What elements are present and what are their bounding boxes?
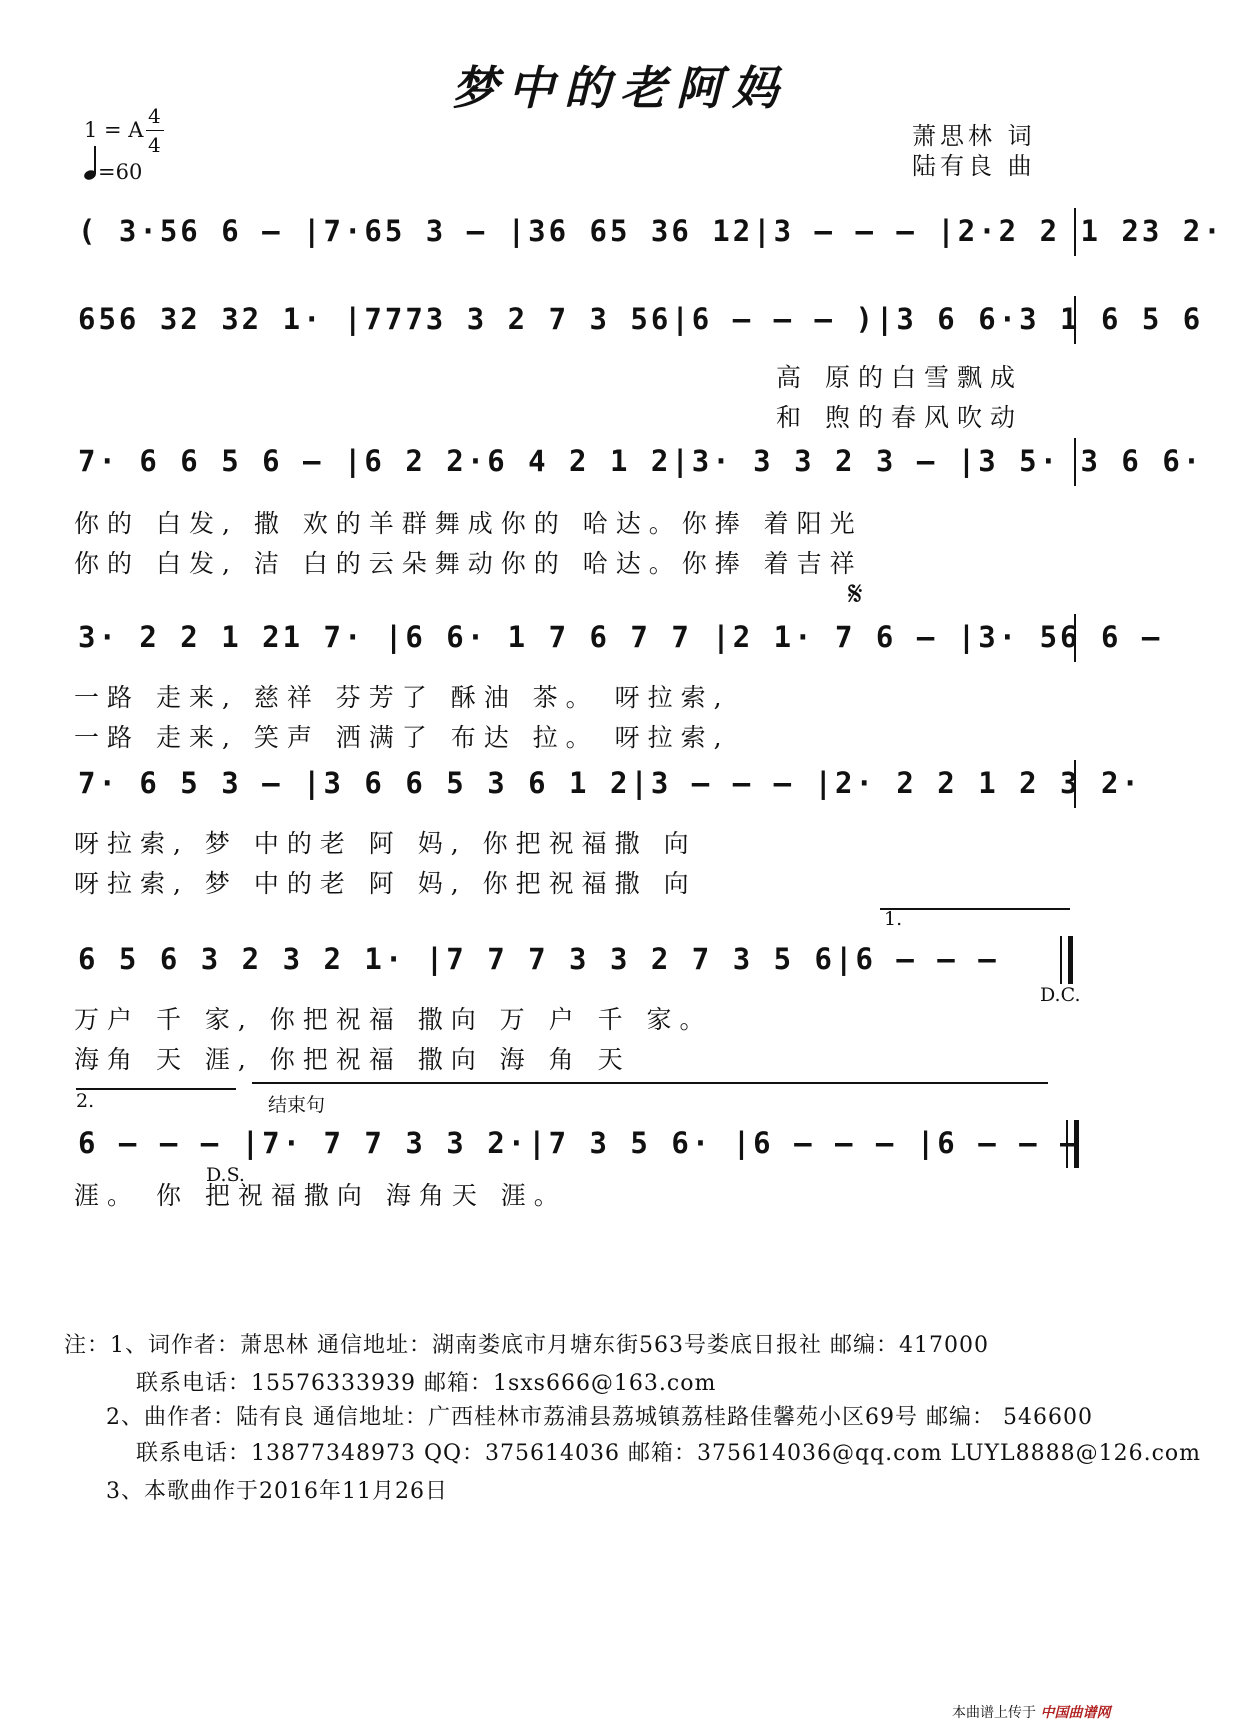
composer-credit: 陆有良 曲 [912, 152, 1036, 180]
footnote-lyricist-contact: 联系电话：15576333939 邮箱：1sxs666@163.com [136, 1371, 717, 1396]
notation-line: 7· 6 6 5 6 – |6 2 2·6 4 2 1 2|3· 3 3 2 3 – |3 5· 3 6 6· [78, 444, 1204, 478]
dal-segno-mark: D.S. [206, 1164, 245, 1186]
lyric-verse-1: 万户 千 家, 你把祝福 撒向 万 户 千 家。 [74, 1005, 713, 1034]
key-signature: 1 = A [84, 118, 144, 142]
notation-line: 6 5 6 3 2 3 2 1· |7 7 7 3 3 2 7 3 5 6|6 – – – [78, 942, 999, 976]
lyric-verse-2: 和 煦的春风吹动 [776, 403, 1023, 432]
segno-icon: 𝄋 [848, 574, 863, 614]
lyric-verse-2: 你的 白发, 洁 白的云朵舞动你的 哈达。你捧 着吉祥 [74, 549, 863, 578]
watermark [952, 1702, 1110, 1722]
watermark-site: 中国曲谱网 [1040, 1705, 1111, 1721]
notation-line: ( 3·56 6 – |7·65 3 – |36 65 36 12|3 – – – |2·2 2 1 23 2· [78, 214, 1224, 248]
notation-line: 6 – – – |7· 7 7 3 3 2·|7 3 5 6· |6 – – – |6 – – – [78, 1126, 1081, 1160]
lyricist-credit: 萧思林 词 [912, 122, 1036, 150]
time-signature-rule [146, 130, 164, 131]
footnote-composer: 2、曲作者：陆有良 通信地址：广西桂林市荔浦县荔城镇荔桂路佳馨苑小区69号 邮编： 546600 [106, 1405, 1093, 1430]
quarter-note-icon [82, 144, 98, 186]
footnote-lyricist: 注：1、词作者：萧思林 通信地址：湖南娄底市月塘东街563号娄底日报社 邮编：417000 [64, 1333, 989, 1358]
notation-line: 7· 6 5 3 – |3 6 6 5 3 6 1 2|3 – – – |2· 2 2 1 2 3 2· [78, 766, 1142, 800]
footnote-composer-contact: 联系电话：13877348973 QQ：375614036 邮箱：375614036@qq.com LUYL8888@126.com [136, 1441, 1202, 1466]
lyric-verse-2: 一路 走来, 笑声 洒满了 布达 拉。 呀拉索, [74, 723, 730, 752]
lyric-verse-1: 呀拉索, 梦 中的老 阿 妈, 你把祝福撒 向 [74, 829, 697, 858]
notation-line: 656 32 32 1· |7773 3 2 7 3 56|6 – – – )|3 6 6·3 1 6 5 6 [78, 302, 1204, 336]
footnote-date: 3、本歌曲作于2016年11月26日 [106, 1479, 448, 1504]
time-signature-bottom: 4 [148, 133, 161, 157]
song-title: 梦中的老阿妈 [452, 61, 788, 115]
volta-2: 2. [76, 1090, 95, 1112]
lyric-verse-1: 一路 走来, 慈祥 芬芳了 酥油 茶。 呀拉索, [74, 683, 730, 712]
lyric-verse-1: 涯。 你 把祝福撒向 海角天 涯。 [74, 1181, 567, 1210]
lyric-verse-2: 呀拉索, 梦 中的老 阿 妈, 你把祝福撒 向 [74, 869, 697, 898]
time-signature-top: 4 [148, 104, 161, 128]
ending-phrase-label: 结束句 [268, 1094, 326, 1116]
notation-line: 3· 2 2 1 21 7· |6 6· 1 7 6 7 7 |2 1· 7 6 – |3· 56 6 – [78, 620, 1163, 654]
watermark-prefix: 本曲谱上传于 [952, 1705, 1036, 1721]
volta-1: 1. [884, 908, 903, 930]
lyric-verse-1: 高 原的白雪飘成 [776, 363, 1023, 392]
lyric-verse-1: 你的 白发, 撒 欢的羊群舞成你的 哈达。你捧 着阳光 [74, 509, 863, 538]
tempo-marking: =60 [98, 160, 143, 184]
lyric-verse-2: 海角 天 涯, 你把祝福 撒向 海 角 天 [74, 1045, 631, 1074]
da-capo-mark: D.C. [1040, 984, 1081, 1006]
